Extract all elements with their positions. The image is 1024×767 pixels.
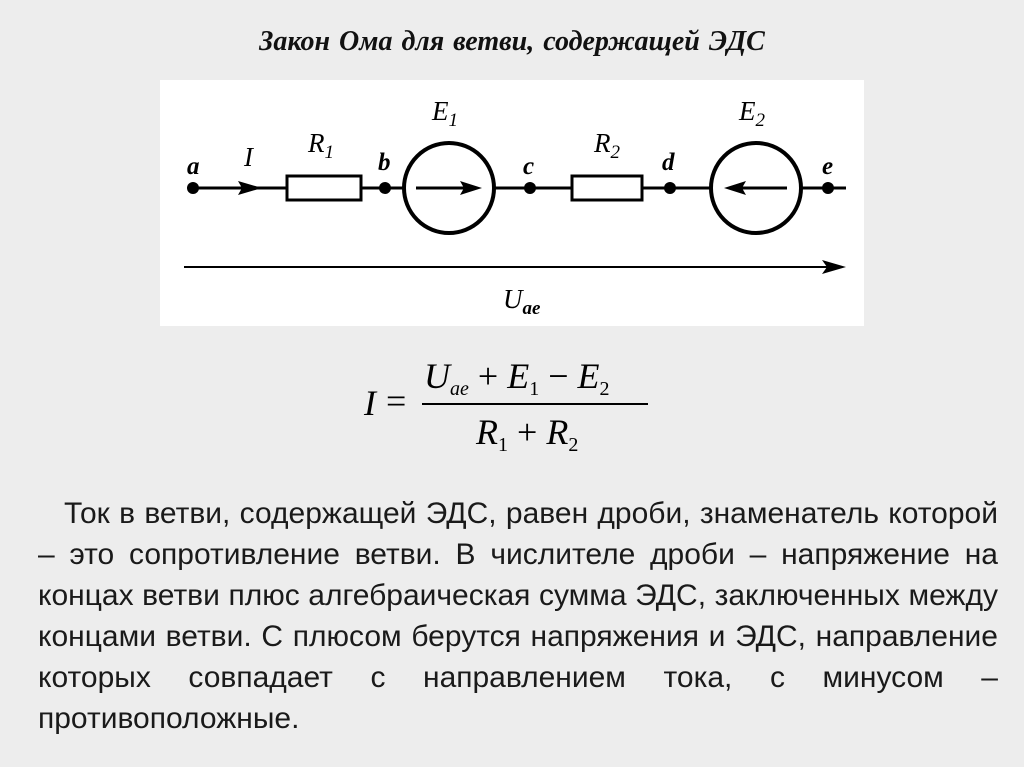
source-e1-label: $E_1$ [432,96,458,131]
formula-equals: = [386,381,407,421]
node-e-label: e [822,153,834,180]
fraction-line [422,403,648,405]
node-a-dot [187,182,199,194]
current-label: I [244,142,253,172]
formula-lhs: I [364,383,376,423]
node-d-dot [664,182,676,194]
resistor-r1-label: $R_1$ [308,128,334,163]
node-c-label: c [523,153,535,180]
slide-title: Закон Ома для ветви, содержащей ЭДС [259,26,765,57]
circuit-diagram [160,80,864,326]
source-e2-label: $E_2$ [739,96,765,131]
voltage-label: $U_{ae}$ [503,284,541,319]
node-e-dot [822,182,834,194]
resistor-r2 [572,176,642,200]
formula-numerator: $U_{ae} + E_1 - E_2$ [424,356,610,400]
formula-denominator: $R_1 + R_2$ [476,412,579,456]
body-text: Ток в ветви, содержащей ЭДС, равен дроби, знаменатель которой – это сопротивление ветви. В числителе дроби – напряжение на концах ветви плюс алгебраическая сумма ЭДС, заключенных между концами ветви. С плюсом берутся напряжения и ЭДС, направление которых совпадает с направлением тока, с минусом – противоположные. [38,497,998,735]
resistor-r1 [287,176,361,200]
node-b-label: b [378,149,391,176]
node-a-label: a [187,153,200,180]
resistor-r2-label: $R_2$ [594,128,620,163]
node-d-label: d [662,149,675,176]
node-b-dot [379,182,391,194]
node-c-dot [524,182,536,194]
